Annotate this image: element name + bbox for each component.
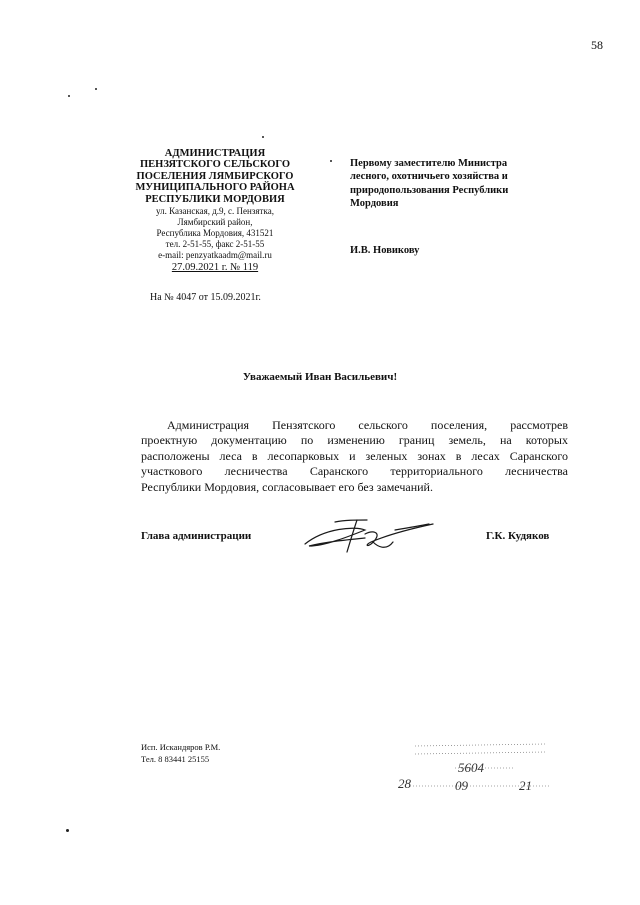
letter-body (141, 418, 568, 495)
executor-phone: Тел. 8 83441 25155 (141, 753, 210, 764)
sender-address-line: ул. Казанская, д.9, с. Пензятка, (156, 206, 274, 217)
sender-org-line: ПОСЕЛЕНИЯ ЛЯМБИРСКОГО (136, 170, 294, 182)
stamp-registration-number: 5604 (458, 760, 484, 775)
scan-speck (262, 136, 264, 138)
sender-org-line: ПЕНЗЯТСКОГО СЕЛЬСКОГО (139, 159, 291, 171)
reference-line: На № 4047 от 15.09.2021г. (150, 292, 261, 303)
signatory-title: Глава администрации (141, 530, 252, 542)
body-line: проектную документацию по изменению границ земель, на которых (141, 433, 568, 448)
recipient-line: Первому заместителю Министра (350, 158, 508, 169)
scan-speck (330, 160, 332, 162)
handwritten-signature (295, 508, 445, 558)
recipient-line: лесного, охотничьего хозяйства и (350, 171, 508, 183)
recipient-line: Мордовия (350, 197, 399, 209)
sender-org-line: АДМИНИСТРАЦИЯ (164, 148, 266, 159)
sender-organization (130, 148, 300, 205)
scan-speck (66, 829, 69, 832)
sender-address-line: Республика Мордовия, 431521 (156, 228, 274, 239)
recipient-line: природопользования Республики (350, 184, 509, 196)
signatory-name: Г.К. Кудяков (486, 530, 550, 542)
salutation: Уважаемый Иван Васильевич! (242, 371, 398, 383)
sender-address-line: e-mail: penzyatkaadm@mail.ru (158, 250, 272, 261)
sender-org-line: РЕСПУБЛИКИ МОРДОВИЯ (145, 193, 285, 205)
stamp-date-day: 28 (398, 776, 411, 791)
document-date-number: 27.09.2021 г. № 119 (171, 262, 259, 274)
body-line: участкового лесничества Саранского территориального лесничества (141, 464, 568, 479)
recipient-block (350, 157, 550, 210)
page-number: 58 (591, 38, 603, 52)
body-line: Республики Мордовия, согласовывает его без замечаний. (141, 479, 433, 494)
sender-block (130, 148, 300, 274)
scan-speck (95, 88, 97, 90)
scan-speck (68, 95, 70, 97)
sender-org-line: МУНИЦИПАЛЬНОГО РАЙОНА (135, 182, 295, 194)
stamp-date-year: 21 (519, 778, 532, 793)
stamp-date-month: 09 (455, 778, 468, 793)
sender-address (130, 206, 300, 261)
recipient-name: И.В. Новикову (350, 245, 420, 256)
executor-block (141, 742, 220, 765)
body-line: Администрация Пензятского сельского поселения, рассмотрев (167, 418, 568, 432)
executor-name: Исп. Искандяров Р.М. (141, 742, 221, 752)
body-line: расположены леса в лесопарковых и зеленых зонах в лесах Саранского (141, 448, 568, 463)
sender-address-line: тел. 2-51-55, факс 2-51-55 (165, 239, 265, 250)
sender-address-line: Лямбирский район, (177, 217, 253, 228)
